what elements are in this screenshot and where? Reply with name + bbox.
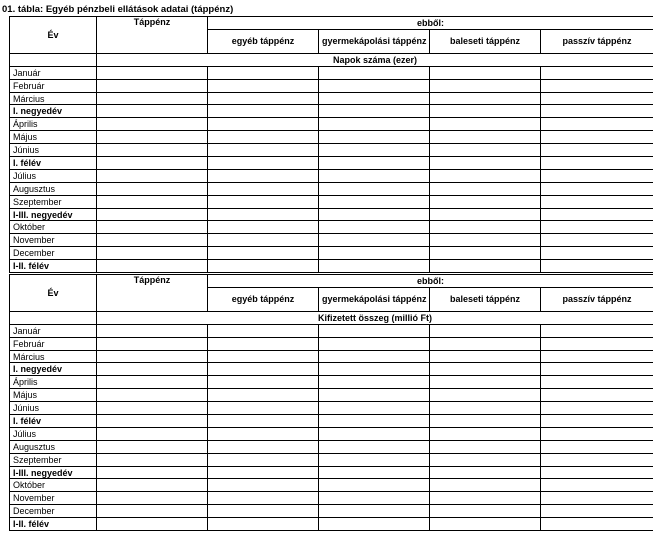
row-label: Szeptember [10, 195, 97, 208]
data-cell[interactable] [208, 144, 319, 157]
table-row [10, 118, 653, 131]
table-row [10, 479, 653, 492]
data-cell[interactable] [208, 389, 319, 402]
data-cell[interactable] [97, 105, 208, 118]
data-cell[interactable] [208, 363, 319, 376]
ebbol-header: ebből: [208, 17, 653, 30]
year-header: Év [10, 275, 97, 312]
row-label: Június [10, 144, 97, 157]
data-cell[interactable] [97, 440, 208, 453]
year-header: Év [10, 17, 97, 54]
unit-spacer-cell [10, 53, 97, 66]
data-cell[interactable] [208, 402, 319, 415]
data-cell[interactable] [97, 505, 208, 518]
data-cell[interactable] [541, 105, 653, 118]
table-row [10, 92, 653, 105]
sub-header-passziv: passzív táppénz [541, 287, 653, 311]
data-cell[interactable] [541, 131, 653, 144]
unit-label: Napok száma (ezer) [97, 53, 653, 66]
data-cell[interactable] [319, 195, 430, 208]
data-cell[interactable] [319, 182, 430, 195]
table-row [10, 466, 653, 479]
row-label: Május [10, 131, 97, 144]
table-row [10, 195, 653, 208]
data-cell[interactable] [97, 402, 208, 415]
data-table-amount [9, 274, 653, 531]
data-cell[interactable] [319, 453, 430, 466]
data-cell[interactable] [319, 208, 430, 221]
data-cell[interactable] [541, 157, 653, 170]
data-cell[interactable] [208, 195, 319, 208]
data-cell[interactable] [430, 92, 541, 105]
data-cell[interactable] [97, 182, 208, 195]
data-cell[interactable] [97, 169, 208, 182]
data-cell[interactable] [430, 466, 541, 479]
data-cell[interactable] [430, 389, 541, 402]
row-label: Október [10, 479, 97, 492]
data-cell[interactable] [319, 492, 430, 505]
data-cell[interactable] [208, 440, 319, 453]
row-label: Július [10, 427, 97, 440]
data-cell[interactable] [97, 427, 208, 440]
data-cell[interactable] [208, 157, 319, 170]
row-label: Április [10, 118, 97, 131]
data-cell[interactable] [541, 427, 653, 440]
data-cell[interactable] [208, 479, 319, 492]
table-row [10, 79, 653, 92]
row-label: November [10, 492, 97, 505]
data-cell[interactable] [430, 492, 541, 505]
data-cell[interactable] [541, 376, 653, 389]
table-row [10, 234, 653, 247]
data-cell[interactable] [208, 518, 319, 531]
data-cell[interactable] [208, 66, 319, 79]
data-cell[interactable] [208, 79, 319, 92]
data-cell[interactable] [208, 466, 319, 479]
data-cell[interactable] [97, 247, 208, 260]
data-cell[interactable] [541, 182, 653, 195]
data-cell[interactable] [541, 350, 653, 363]
data-cell[interactable] [208, 427, 319, 440]
data-cell[interactable] [319, 402, 430, 415]
data-cell[interactable] [97, 79, 208, 92]
data-cell[interactable] [430, 518, 541, 531]
data-cell[interactable] [541, 402, 653, 415]
row-label: I-III. negyedév [10, 466, 97, 479]
data-cell[interactable] [541, 492, 653, 505]
data-cell[interactable] [319, 440, 430, 453]
data-cell[interactable] [97, 208, 208, 221]
data-cell[interactable] [97, 479, 208, 492]
table-row [10, 260, 653, 273]
data-cell[interactable] [208, 247, 319, 260]
sub-header-gyermekapolasi: gyermekápolási táppénz [319, 29, 430, 53]
row-label: December [10, 505, 97, 518]
data-cell[interactable] [319, 92, 430, 105]
table-row [10, 518, 653, 531]
row-label: I. negyedév [10, 363, 97, 376]
data-cell[interactable] [319, 157, 430, 170]
data-cell[interactable] [208, 169, 319, 182]
data-cell[interactable] [97, 389, 208, 402]
row-label: Szeptember [10, 453, 97, 466]
data-cell[interactable] [319, 131, 430, 144]
row-label: Március [10, 92, 97, 105]
data-cell[interactable] [319, 260, 430, 273]
total-header: Táppénz [97, 17, 208, 54]
data-cell[interactable] [208, 234, 319, 247]
data-cell[interactable] [319, 376, 430, 389]
data-cell[interactable] [430, 427, 541, 440]
data-cell[interactable] [541, 363, 653, 376]
data-cell[interactable] [541, 195, 653, 208]
data-cell[interactable] [97, 195, 208, 208]
data-cell[interactable] [208, 324, 319, 337]
table-row [10, 169, 653, 182]
data-cell[interactable] [430, 479, 541, 492]
data-cell[interactable] [97, 260, 208, 273]
data-cell[interactable] [208, 208, 319, 221]
table-row [10, 144, 653, 157]
row-label: I-II. félév [10, 260, 97, 273]
table-row [10, 105, 653, 118]
data-cell[interactable] [97, 66, 208, 79]
data-cell[interactable] [208, 131, 319, 144]
row-label: Augusztus [10, 440, 97, 453]
data-cell[interactable] [541, 234, 653, 247]
row-label: Február [10, 79, 97, 92]
data-cell[interactable] [97, 234, 208, 247]
table-row [10, 182, 653, 195]
data-cell[interactable] [430, 402, 541, 415]
row-label: Február [10, 337, 97, 350]
data-cell[interactable] [430, 440, 541, 453]
data-cell[interactable] [430, 195, 541, 208]
data-cell[interactable] [430, 363, 541, 376]
data-cell[interactable] [97, 518, 208, 531]
table-row [10, 505, 653, 518]
table-row [10, 131, 653, 144]
data-cell[interactable] [319, 389, 430, 402]
data-cell[interactable] [97, 118, 208, 131]
data-cell[interactable] [97, 92, 208, 105]
data-cell[interactable] [97, 415, 208, 428]
sub-header-egyeb: egyéb táppénz [208, 29, 319, 53]
data-cell[interactable] [541, 479, 653, 492]
data-cell[interactable] [541, 221, 653, 234]
row-label: Október [10, 221, 97, 234]
data-cell[interactable] [430, 131, 541, 144]
data-cell[interactable] [541, 118, 653, 131]
data-cell[interactable] [208, 221, 319, 234]
row-label: Június [10, 402, 97, 415]
data-cell[interactable] [430, 208, 541, 221]
data-cell[interactable] [430, 105, 541, 118]
row-label: Április [10, 376, 97, 389]
data-cell[interactable] [430, 324, 541, 337]
data-cell[interactable] [430, 169, 541, 182]
data-cell[interactable] [430, 234, 541, 247]
data-cell[interactable] [208, 105, 319, 118]
data-cell[interactable] [430, 505, 541, 518]
data-cell[interactable] [208, 376, 319, 389]
sub-header-passziv: passzív táppénz [541, 29, 653, 53]
table-title: 01. tábla: Egyéb pénzbeli ellátások adatai (táppénz) [2, 4, 234, 15]
row-label: I. félév [10, 415, 97, 428]
data-cell[interactable] [430, 453, 541, 466]
data-cell[interactable] [208, 453, 319, 466]
data-cell[interactable] [208, 492, 319, 505]
data-cell[interactable] [319, 337, 430, 350]
table-row [10, 363, 653, 376]
data-cell[interactable] [97, 157, 208, 170]
table-row [10, 440, 653, 453]
data-cell[interactable] [430, 221, 541, 234]
data-cell[interactable] [97, 350, 208, 363]
data-cell[interactable] [541, 466, 653, 479]
table-row [10, 453, 653, 466]
data-cell[interactable] [541, 79, 653, 92]
sub-header-gyermekapolasi: gyermekápolási táppénz [319, 287, 430, 311]
row-label: November [10, 234, 97, 247]
data-cell[interactable] [541, 247, 653, 260]
row-label: Január [10, 324, 97, 337]
data-cell[interactable] [208, 118, 319, 131]
data-cell[interactable] [208, 337, 319, 350]
data-cell[interactable] [319, 144, 430, 157]
unit-label: Kifizetett összeg (millió Ft) [97, 311, 653, 324]
data-cell[interactable] [97, 363, 208, 376]
data-cell[interactable] [541, 144, 653, 157]
data-cell[interactable] [430, 182, 541, 195]
row-label: Március [10, 350, 97, 363]
data-cell[interactable] [97, 376, 208, 389]
table-row [10, 337, 653, 350]
row-label: Augusztus [10, 182, 97, 195]
table-row [10, 376, 653, 389]
data-cell[interactable] [541, 337, 653, 350]
data-cell[interactable] [319, 427, 430, 440]
data-cell[interactable] [430, 337, 541, 350]
sub-header-baleseti: baleseti táppénz [430, 29, 541, 53]
data-cell[interactable] [541, 92, 653, 105]
data-cell[interactable] [97, 324, 208, 337]
row-label: Május [10, 389, 97, 402]
data-cell[interactable] [319, 415, 430, 428]
data-cell[interactable] [319, 466, 430, 479]
data-cell[interactable] [319, 505, 430, 518]
data-cell[interactable] [541, 415, 653, 428]
data-cell[interactable] [208, 415, 319, 428]
row-label: Július [10, 169, 97, 182]
data-cell[interactable] [430, 118, 541, 131]
data-cell[interactable] [319, 79, 430, 92]
data-cell[interactable] [430, 79, 541, 92]
row-label: I. negyedév [10, 105, 97, 118]
data-cell[interactable] [430, 144, 541, 157]
data-cell[interactable] [430, 260, 541, 273]
data-table-days [9, 16, 653, 273]
data-cell[interactable] [319, 234, 430, 247]
data-cell[interactable] [541, 518, 653, 531]
data-cell[interactable] [430, 350, 541, 363]
row-label: December [10, 247, 97, 260]
row-label: I-II. félév [10, 518, 97, 531]
ebbol-header: ebből: [208, 275, 653, 288]
data-cell[interactable] [319, 247, 430, 260]
data-cell[interactable] [319, 169, 430, 182]
row-label: Január [10, 66, 97, 79]
row-label: I-III. negyedév [10, 208, 97, 221]
data-cell[interactable] [319, 363, 430, 376]
sub-header-egyeb: egyéb táppénz [208, 287, 319, 311]
data-cell[interactable] [319, 105, 430, 118]
sub-header-baleseti: baleseti táppénz [430, 287, 541, 311]
table-row [10, 415, 653, 428]
table-row [10, 402, 653, 415]
data-cell[interactable] [430, 157, 541, 170]
data-cell[interactable] [97, 337, 208, 350]
table-row [10, 157, 653, 170]
data-cell[interactable] [319, 66, 430, 79]
data-cell[interactable] [319, 518, 430, 531]
data-cell[interactable] [430, 66, 541, 79]
data-cell[interactable] [319, 221, 430, 234]
table-row [10, 208, 653, 221]
data-cell[interactable] [208, 260, 319, 273]
data-cell[interactable] [97, 221, 208, 234]
data-cell[interactable] [541, 453, 653, 466]
data-cell[interactable] [541, 260, 653, 273]
data-cell[interactable] [97, 466, 208, 479]
total-header: Táppénz [97, 275, 208, 312]
table-row [10, 389, 653, 402]
data-cell[interactable] [541, 208, 653, 221]
data-cell[interactable] [430, 415, 541, 428]
data-cell[interactable] [541, 440, 653, 453]
table-row [10, 492, 653, 505]
data-cell[interactable] [208, 92, 319, 105]
table-row [10, 427, 653, 440]
table-row [10, 350, 653, 363]
table-row [10, 247, 653, 260]
data-cell[interactable] [208, 182, 319, 195]
data-cell[interactable] [319, 324, 430, 337]
data-cell[interactable] [97, 144, 208, 157]
table-row [10, 324, 653, 337]
row-label: I. félév [10, 157, 97, 170]
unit-spacer-cell [10, 311, 97, 324]
data-cell[interactable] [541, 389, 653, 402]
data-cell[interactable] [97, 131, 208, 144]
data-cell[interactable] [541, 66, 653, 79]
data-cell[interactable] [319, 118, 430, 131]
data-cell[interactable] [541, 505, 653, 518]
data-cell[interactable] [97, 453, 208, 466]
table-row [10, 66, 653, 79]
data-cell[interactable] [430, 376, 541, 389]
data-cell[interactable] [319, 479, 430, 492]
data-cell[interactable] [97, 492, 208, 505]
data-cell[interactable] [541, 324, 653, 337]
data-cell[interactable] [430, 247, 541, 260]
table-row [10, 221, 653, 234]
data-cell[interactable] [541, 169, 653, 182]
data-cell[interactable] [208, 350, 319, 363]
data-cell[interactable] [208, 505, 319, 518]
data-cell[interactable] [319, 350, 430, 363]
